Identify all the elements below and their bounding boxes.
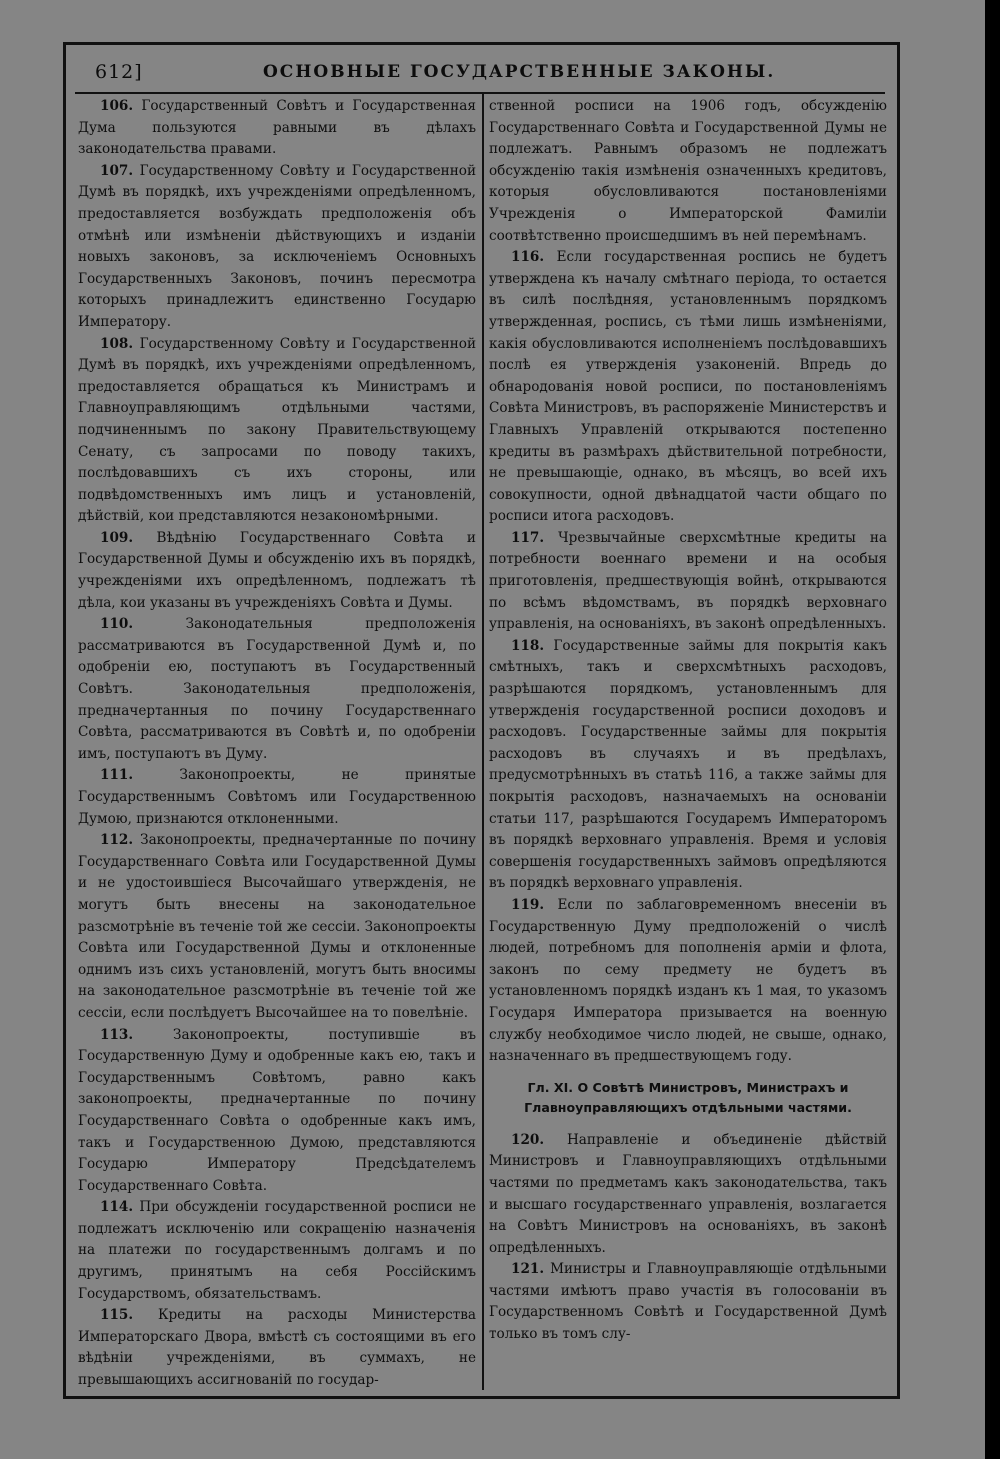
article-119: 119. Если по заблаговременномъ внесеніи въ Государственную Думу предположеній о числѣ людей, потребномъ для пополненія арміи и флота, законъ по сему предмету не будетъ въ установленномъ порядкѣ изданъ къ 1 мая, то указомъ Государя Императора призывается на военную службу необходимое число людей, не свыше, однако, назначеннаго въ предшествующемъ году. [489, 896, 887, 1065]
article-108: 108. Государственному Совѣту и Государственной Думѣ въ порядкѣ, ихъ учрежденіями опредѣленномъ, предоставляется обращаться къ Министрамъ и Главноуправляющимъ отдѣльными частями, подчиненнымъ по закону Правительствующему Сенату, съ запросами по поводу такихъ, послѣдовавшихъ съ ихъ стороны, или подвѣдомственныхъ имъ лицъ и установленій, дѣйствій, кои представляются незакономѣрными. [78, 335, 477, 525]
article-113: 113. Законопроекты, поступившіе въ Государственную Думу и одобренные какъ ею, такъ и Государственнымъ Совѣтомъ, равно какъ законопроекты, предначертанные по почину Государственнаго Совѣта о одобренные какъ имъ, такъ и Государственною Думою, представляются Государю Императору Предсѣдателемъ Государственнаго Совѣта. [78, 1026, 476, 1194]
article-121: 121. Министры и Главноуправляющіе отдѣльными частями имѣютъ право участія въ голосованіи въ Государственномъ Совѣтѣ и Государственной Думѣ только въ томъ слу- [489, 1261, 887, 1343]
right-column [489, 96, 887, 1346]
chapter-heading-line-2: Главноуправляющихъ отдѣльными частями. [524, 1099, 852, 1115]
running-header [75, 58, 883, 88]
chapter-heading [489, 1078, 887, 1118]
page-number: 612] [95, 61, 143, 83]
article-116: 116. Если государственная роспись не будетъ утверждена къ началу смѣтнаго періода, то остается въ силѣ послѣдняя, установленнымъ порядкомъ утвержденная, роспись, съ тѣми лишь измѣненіями, какія обусловливаются исполненіемъ послѣдовавшихъ послѣ ея утвержденія узаконеній. Впредь до обнародованія новой росписи, по постановленіямъ Совѣта Министровъ, въ распоряженіе Министерствъ и Главныхъ Управленій открываются постепенно кредиты въ размѣрахъ дѣйствительной потребности, не превышающіе, однако, въ мѣсяцъ, во всей ихъ совокупности, одной двѣнадцатой части общаго по росписи итога расходовъ. [489, 249, 887, 525]
article-112: 112. Законопроекты, предначертанные по почину Государственнаго Совѣта или Государственной Думы и не удостоившіеся Высочайшаго утвержденія, не могутъ быть внесены на законодательное разсмотрѣніе въ теченіе той же сессіи. Законопроекты Совѣта или Государственной Думы и отклоненные однимъ изъ сихъ установленій, могутъ быть вносимы на законодательное разсмотрѣніе въ теченіе той же сессіи, если послѣдуетъ Высочайшее на то повелѣніе. [78, 832, 477, 1021]
article-115-continued: ственной росписи на 1906 годъ, обсужденію Государственнаго Совѣта и Государственной Думы не подлежатъ. Равнымъ образомъ не подлежатъ обсужденію такія измѣненія означенныхъ кредитовъ, которыя обусловливаются постановленіями Учрежденія о Императорской Фамиліи соотвѣтственно происшедшимъ въ ней перемѣнамъ. [489, 98, 887, 244]
article-117: 117. Чрезвычайные сверхсмѣтные кредиты на потребности военнаго времени и на особыя приготовленія, предшествующія войнѣ, открываются по всѣмъ вѣдомствамъ, въ порядкѣ верховнаго управленія, на основаніяхъ, въ законѣ опредѣленныхъ. [489, 529, 887, 633]
article-106: 106. Государственный Совѣтъ и Государственная Дума пользуются равными въ дѣлахъ законодательства правами. [78, 98, 476, 158]
column-divider [482, 94, 484, 1390]
scan-edge [985, 0, 1000, 1459]
header-rule [75, 92, 885, 94]
left-column [78, 96, 476, 1392]
article-109: 109. Вѣдѣнію Государственнаго Совѣта и Государственной Думы и обсужденію ихъ въ порядкѣ, учрежденіями ихъ опредѣленномъ, подлежатъ тѣ дѣла, кои указаны въ учрежденіяхъ Совѣта и Думы. [78, 529, 476, 611]
article-118: 118. Государственные займы для покрытія какъ смѣтныхъ, такъ и сверхсмѣтныхъ расходовъ, разрѣшаются порядкомъ, установленнымъ для утвержденія государственной росписи доходовъ и расходовъ. Государственные займы для покрытія расходовъ въ случаяхъ и въ предѣлахъ, предусмотрѣнныхъ въ статьѣ 116, а также займы для покрытія расходовъ, назначаемыхъ на основаніи статьи 117, разрѣшаются Государемъ Императоромъ въ порядкѣ верховнаго управленія. Время и условія совершенія государственныхъ займовъ опредѣляются въ порядкѣ верховнаго управленія. [489, 637, 887, 892]
article-111: 111. Законопроекты, не принятые Государственнымъ Совѣтомъ или Государственною Думою, признаются отклоненными. [78, 767, 476, 827]
running-title: ОСНОВНЫЕ ГОСУДАРСТВЕННЫЕ ЗАКОНЫ. [263, 62, 776, 82]
article-107: 107. Государственному Совѣту и Государственной Думѣ въ порядкѣ, ихъ учрежденіями опредѣленномъ, предоставляется возбуждать предположенія объ отмѣнѣ или измѣненіи дѣйствующихъ и изданіи новыхъ законовъ, за исключеніемъ Основныхъ Государственныхъ Законовъ, починъ пересмотра которыхъ принадлежитъ единственно Государю Императору. [78, 162, 477, 330]
article-115: 115. Кредиты на расходы Министерства Императорскаго Двора, вмѣстѣ съ состоящими въ его вѣдѣніи учрежденіями, въ суммахъ, не превышающихъ ассигнованій по государ- [78, 1307, 476, 1389]
chapter-heading-line-1: Гл. XI. О Совѣтѣ Министровъ, Министрахъ и [527, 1079, 849, 1095]
article-120: 120. Направленіе и объединеніе дѣйствій Министровъ и Главноуправляющихъ отдѣльными частями по предметамъ какъ законодательства, такъ и высшаго государственнаго управленія, возлагается на Совѣтъ Министровъ на основаніяхъ, въ законѣ опредѣленныхъ. [489, 1131, 887, 1256]
article-114: 114. При обсужденіи государственной росписи не подлежатъ исключенію или сокращенію назначенія на платежи по государственнымъ долгамъ и по другимъ, принятымъ на себя Россійскимъ Государствомъ, обязательствамъ. [78, 1199, 476, 1302]
article-110: 110. Законодательныя предположенія рассматриваются въ Государственной Думѣ и, по одобреніи ею, поступаютъ въ Государственный Совѣтъ. Законодательныя предположенія, предначертанныя по почину Государственнаго Совѣта, рассматриваются въ Совѣтѣ и, по одобреніи имъ, поступаютъ въ Думу. [78, 616, 476, 762]
